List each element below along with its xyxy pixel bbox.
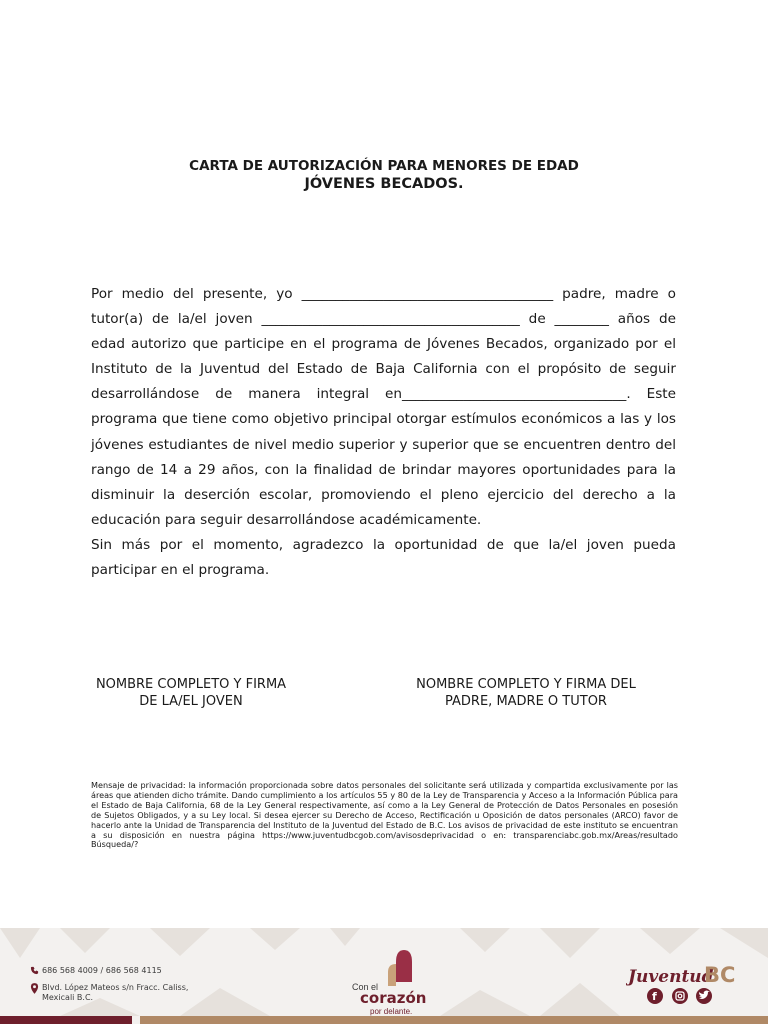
guardian-signature-line2: PADRE, MADRE O TUTOR bbox=[445, 694, 607, 709]
address-line1: Blvd. López Mateos s/n Fracc. Caliss, bbox=[42, 983, 189, 992]
juventud-bc-logo bbox=[626, 956, 738, 1008]
slogan-main: corazón bbox=[360, 989, 427, 1006]
brand-suffix: BC bbox=[704, 963, 736, 987]
youth-signature-line2: DE LA/EL JOVEN bbox=[139, 694, 243, 709]
location-pin-icon bbox=[30, 983, 39, 994]
document-subtitle: JÓVENES BECADOS. bbox=[304, 176, 464, 192]
document-title: CARTA DE AUTORIZACIÓN PARA MENORES DE EDAD bbox=[189, 158, 579, 174]
guardian-signature-line1: NOMBRE COMPLETO Y FIRMA DEL bbox=[416, 677, 636, 692]
address-line2: Mexicali B.C. bbox=[42, 993, 94, 1002]
phone-text: 686 568 4009 / 686 568 4115 bbox=[42, 966, 162, 975]
guardian-signature-label bbox=[405, 676, 647, 710]
phone-icon bbox=[30, 966, 39, 975]
letter-paragraph-closing: Sin más por el momento, agradezco la oportunidad de que la/el joven pueda participar en el programa. bbox=[91, 536, 676, 579]
privacy-notice: Mensaje de privacidad: la información proporcionada sobre datos personales del solicitante será utilizada y compartida exclusivamente por las áreas que atienden dicho trámite. Dando cumplimiento a los artículos 55 y 80 de la Ley de Transparencia y Acceso a la Información Pública para el Estado de Baja California, 68 de la Ley General respectivamente, así como a la Ley General de Protección de Datos Personales en posesión de Sujetos Obligados, y a su Ley local. Si desea ejercer su Derecho de Acceso, Rectificación u Oposición de datos personales (ARCO) favor de hacerlo ante la Unidad de Transparencia del Instituto de la Juventud del Estado de B.C. Los avisos de privacidad de este instituto se encuentran a su disposición en nuestra página https://www.juventudbcgob.com/avisosdeprivacidad o en: transparenciabc.gob.mx/Areas/resultado Búsqueda/? bbox=[91, 780, 678, 850]
footer-bar-maroon bbox=[0, 1016, 132, 1024]
youth-signature-label bbox=[86, 676, 296, 710]
youth-signature-line1: NOMBRE COMPLETO Y FIRMA bbox=[95, 677, 287, 692]
footer-banner bbox=[0, 928, 768, 1024]
con-el-corazon-logo bbox=[350, 942, 442, 1006]
letter-paragraph-main: Por medio del presente, yo _____________________________________ padre, madre o tutor(a) de la/el joven ______________________________________ de ________ años de edad autorizo que participe en el programa de Jóvenes Becados, organizado por el Instituto de la Juventud del Estado de Baja California con el propósito de seguir desarrollándose de manera integral en_________________________________. Este programa que tiene como objetivo principal otorgar estímulos económicos a las y los jóvenes estudiantes de nivel medio superior y superior que se encuentren dentro del rango de 14 a 29 años, con la finalidad de brindar mayores oportunidades para la disminuir la deserción escolar, promoviendo el pleno ejercicio del derecho a la educación para seguir desarrollándose académicamente. bbox=[91, 286, 676, 528]
slogan-top: Con el bbox=[352, 982, 379, 992]
instagram-icon[interactable] bbox=[672, 988, 688, 1004]
twitter-icon[interactable] bbox=[696, 988, 712, 1004]
footer-bar-gold bbox=[140, 1016, 768, 1024]
svg-text:f: f bbox=[652, 990, 657, 1003]
facebook-icon[interactable] bbox=[647, 988, 663, 1004]
brand-script: Juventud bbox=[628, 967, 714, 987]
slogan-bottom: por delante. bbox=[370, 1007, 413, 1016]
letter-body bbox=[91, 282, 676, 583]
